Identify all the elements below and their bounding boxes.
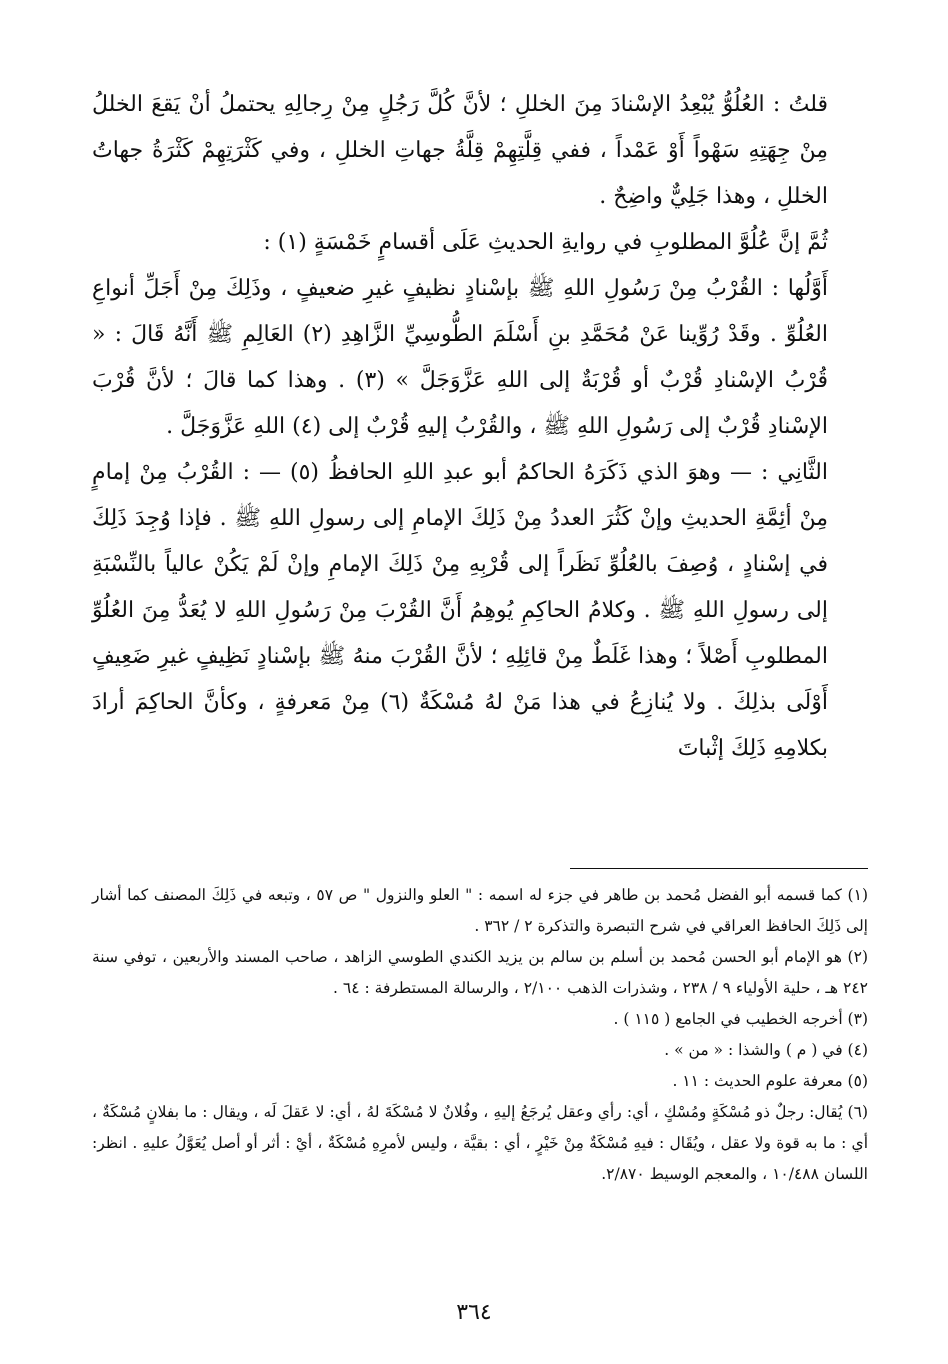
footnote-6: (٦) يُقال: رجلٌ ذو مُسْكَةٍ ومُسْكٍ ، أي: رأي وعقل يُرجَعُ إليهِ ، وفُلانٌ لا مُسْكَةَ لهُ ، أي: لا عَقلَ لَه ، ويقال : ما بفلانٍ مُسْكَةٌ ، أي : ما به قوة ولا عقل ، ويُقَال : فيهِ مُسْكَةٌ مِنْ خَيْرٍ ، أي : بقيَّة ، وليس لأمرِهِ مُسْكَةٌ ، أيْ : أثر أو أصل يُعَوَّلُ عليهِ . انظر: اللسان ١٠/٤٨٨ ، والمعجم الوسيط ٢/٨٧٠.: [92, 1103, 868, 1183]
paragraph-2: ثُمَّ إنَّ عُلُوَّ المطلوبِ في روايةِ الحديثِ عَلَى أقسامٍ خَمْسَةٍ (١) :: [263, 230, 828, 255]
footnote-5: (٥) معرفة علوم الحديث : ١١ .: [672, 1072, 868, 1090]
main-text: [92, 82, 868, 772]
footnote-separator: [570, 868, 868, 869]
paragraph-4: الثَّانِي : — وهوَ الذي ذَكَرَهُ الحاكمُ أبو عبدِ اللهِ الحافظُ (٥) — : القُرْبُ مِنْ إمامٍ مِنْ أئِمَّةِ الحديثِ وإنْ كَثُرَ العددُ مِنْ ذَلِكَ الإمامِ إلى رسولِ اللهِ ﷺ . فإذا وُجِدَ ذَلِكَ في إسْنادٍ ، وُصِفَ بالعُلُوِّ نَظَراً إلى قُرْبِهِ مِنْ ذَلِكَ الإمامِ وإنْ لَمْ يَكُنْ عالياً بالنِّسْبَةِ إلى رسولِ اللهِ ﷺ . وكلامُ الحاكِمِ يُوهِمُ أَنَّ القُرْبَ مِنْ رَسُولِ اللهِ لا يُعَدُّ مِنَ العُلُوِّ المطلوبِ أَصْلاً ؛ وهذا غَلَطٌ مِنْ قائِلِهِ ؛ لأنَّ القُرْبَ منهُ ﷺ بإسْنادٍ نَظِيفٍ غيرِ ضَعِيفٍ أَوْلَى بذلِكَ . ولا يُنازِعُ في هذا مَنْ لهُ مُسْكَةٌ (٦) مِنْ مَعرفةٍ ، وكأنَّ الحاكِمَ أرادَ بكلامِهِ ذَلِكَ إثْباتَ: [92, 460, 828, 761]
footnotes: [92, 880, 868, 1190]
footnote-4: (٤) في ( م ) والشذا : « من » .: [664, 1041, 868, 1059]
footnote-2: (٢) هو الإمام أبو الحسن مُحمد بن أسلم بن سالم بن يزيد الكندي الطوسي الزاهد ، صاحب المسند والأربعين ، توفي سنة ٢٤٢ هـ ، حلية الأولياء ٩ / ٢٣٨ ، وشذرات الذهب ٢/١٠٠ ، والرسالة المستطرفة : ٦٤ .: [92, 948, 868, 997]
footnote-3: (٣) أخرجه الخطيب في الجامع ( ١١٥ ) .: [613, 1010, 868, 1028]
paragraph-3: أَوَّلُها : القُرْبُ مِنْ رَسُولِ اللهِ ﷺ بإسْنادٍ نظيفٍ غيرِ ضعيفٍ ، وذَلِكَ مِنْ أَجَلِّ أنواعِ العُلُوِّ . وقَدْ رُوِّينا عَنْ مُحَمَّدِ بنِ أَسْلَمَ الطُّوسِيِّ الزَّاهِدِ (٢) العَالِمِ ﷺ أَنَّهُ قَالَ : « قُرْبُ الإسْنادِ قُرْبٌ أو قُرْبَةٌ إلى اللهِ عَزَّوَجَلَّ » (٣) . وهذا كما قالَ ؛ لأنَّ قُرْبَ الإسْنادِ قُرْبٌ إلى رَسُولِ اللهِ ﷺ ، والقُرْبُ إليهِ قُرْبٌ إلى (٤) اللهِ عَزَّوَجَلَّ .: [92, 276, 828, 439]
page-number: ٣٦٤: [456, 1300, 492, 1325]
paragraph-1: قلتُ : العُلُوُّ يُبْعِدُ الإسْنادَ مِنَ الخللِ ؛ لأنَّ كُلَّ رَجُلٍ مِنْ رِجالِهِ يحتملُ أنْ يَقعَ الخللُ مِنْ جِهَتِهِ سَهْواً أَوْ عَمْداً ، ففي قِلَّتِهِمْ قِلَّةُ جهاتِ الخللِ ، وفي كَثْرَتِهِمْ كَثْرَةُ جهاتُ الخللِ ، وهذا جَلِيٌّ واضِحٌ .: [92, 92, 828, 209]
footnote-1: (١) كما قسمه أبو الفضل مُحمد بن طاهر في جزء له اسمه : " العلو والنزول " ص ٥٧ ، وتبعه في ذَلِكَ المصنف كما أشار إلى ذَلِكَ الحافظ العراقي في شرح التبصرة والتذكرة ٢ / ٣٦٢ .: [92, 886, 868, 935]
